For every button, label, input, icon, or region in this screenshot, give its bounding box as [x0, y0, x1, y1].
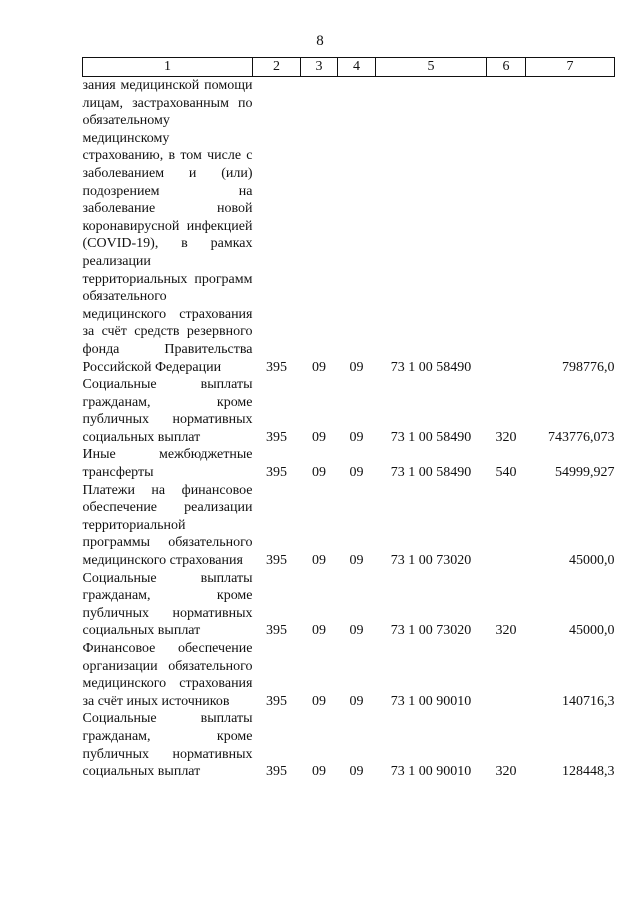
- table-row: [83, 446, 615, 481]
- row-name: Социальные выплаты гражданам, кроме публичных нормативных социальных выплат: [82, 570, 253, 639]
- row-amount: 45000,0: [569, 623, 615, 639]
- page-number: 8: [316, 33, 324, 49]
- row-target-article: 73 1 00 90010: [390, 693, 472, 709]
- row-name: Платежи на финансовое обеспечение реализации территориальной программы обязательного медицинского страхования: [82, 482, 253, 569]
- row-section: 09: [312, 429, 326, 445]
- row-subsection: 09: [349, 764, 364, 780]
- row-subsection: 09: [349, 429, 364, 445]
- row-subsection: 09: [349, 359, 364, 375]
- row-expense-type: 540: [495, 465, 517, 481]
- row-target-article: 73 1 00 73020: [390, 553, 472, 569]
- row-section: 09: [312, 359, 326, 375]
- row-expense-type: [487, 77, 526, 377]
- row-section: 09: [312, 693, 326, 709]
- table-row: [83, 482, 615, 570]
- row-section: 09: [312, 465, 326, 481]
- row-amount: 45000,0: [569, 553, 615, 569]
- row-expense-type: 320: [495, 623, 517, 639]
- table-row: [83, 710, 615, 780]
- row-code-ministry: 395: [266, 623, 287, 639]
- table-header-row: [83, 58, 615, 77]
- row-target-article: 73 1 00 90010: [390, 764, 472, 780]
- row-expense-type: [487, 482, 526, 570]
- row-amount: 140716,3: [562, 693, 615, 709]
- column-header: 3: [301, 58, 338, 77]
- row-code-ministry: 395: [266, 429, 287, 445]
- column-header: 5: [376, 58, 487, 77]
- row-amount: 743776,073: [548, 429, 615, 445]
- row-name: Социальные выплаты гражданам, кроме публичных нормативных социальных выплат: [82, 377, 253, 445]
- table-row: [83, 570, 615, 640]
- row-subsection: 09: [349, 553, 364, 569]
- row-amount: 128448,3: [562, 764, 615, 780]
- column-header: 6: [487, 58, 526, 77]
- row-subsection: 09: [349, 693, 364, 709]
- row-target-article: 73 1 00 58490: [390, 465, 472, 481]
- table-row: [83, 77, 615, 377]
- row-subsection: 09: [349, 465, 364, 481]
- table-row: [83, 640, 615, 710]
- column-header: 7: [526, 58, 615, 77]
- row-section: 09: [312, 553, 326, 569]
- row-expense-type: 320: [495, 429, 517, 445]
- row-section: 09: [312, 623, 326, 639]
- row-code-ministry: 395: [266, 553, 287, 569]
- row-code-ministry: 395: [266, 693, 287, 709]
- row-subsection: 09: [349, 623, 364, 639]
- row-expense-type: 320: [495, 764, 517, 780]
- budget-table: [82, 57, 615, 781]
- row-expense-type: [487, 640, 526, 710]
- row-name: Финансовое обеспечение организации обязательного медицинского страхования за счёт иных источников: [82, 641, 253, 709]
- row-name: зания медицинской помощи лицам, застрахованным по обязательному медицинскому страхованию, в том числе с заболеванием и (или) подозрением на заболевание новой коронавирусной инфекцией (COVID-19), в рамках реализации территориальных программ обязательного медицинского страхования за счёт средств резервного фонда Правительства Российской Федерации: [82, 78, 253, 375]
- row-target-article: 73 1 00 73020: [390, 623, 472, 639]
- row-code-ministry: 395: [266, 465, 287, 481]
- row-target-article: 73 1 00 58490: [390, 359, 472, 375]
- column-header: 4: [338, 58, 376, 77]
- row-name: Иные межбюджетные трансферты: [82, 447, 253, 481]
- row-name: Социальные выплаты гражданам, кроме публичных нормативных социальных выплат: [82, 711, 253, 780]
- row-amount: 798776,0: [562, 359, 615, 375]
- row-target-article: 73 1 00 58490: [390, 429, 472, 445]
- table-row: [83, 376, 615, 446]
- row-code-ministry: 395: [266, 359, 287, 375]
- column-header: 1: [83, 58, 253, 77]
- row-code-ministry: 395: [266, 764, 287, 780]
- column-header: 2: [253, 58, 301, 77]
- row-section: 09: [312, 764, 326, 780]
- row-amount: 54999,927: [555, 465, 615, 481]
